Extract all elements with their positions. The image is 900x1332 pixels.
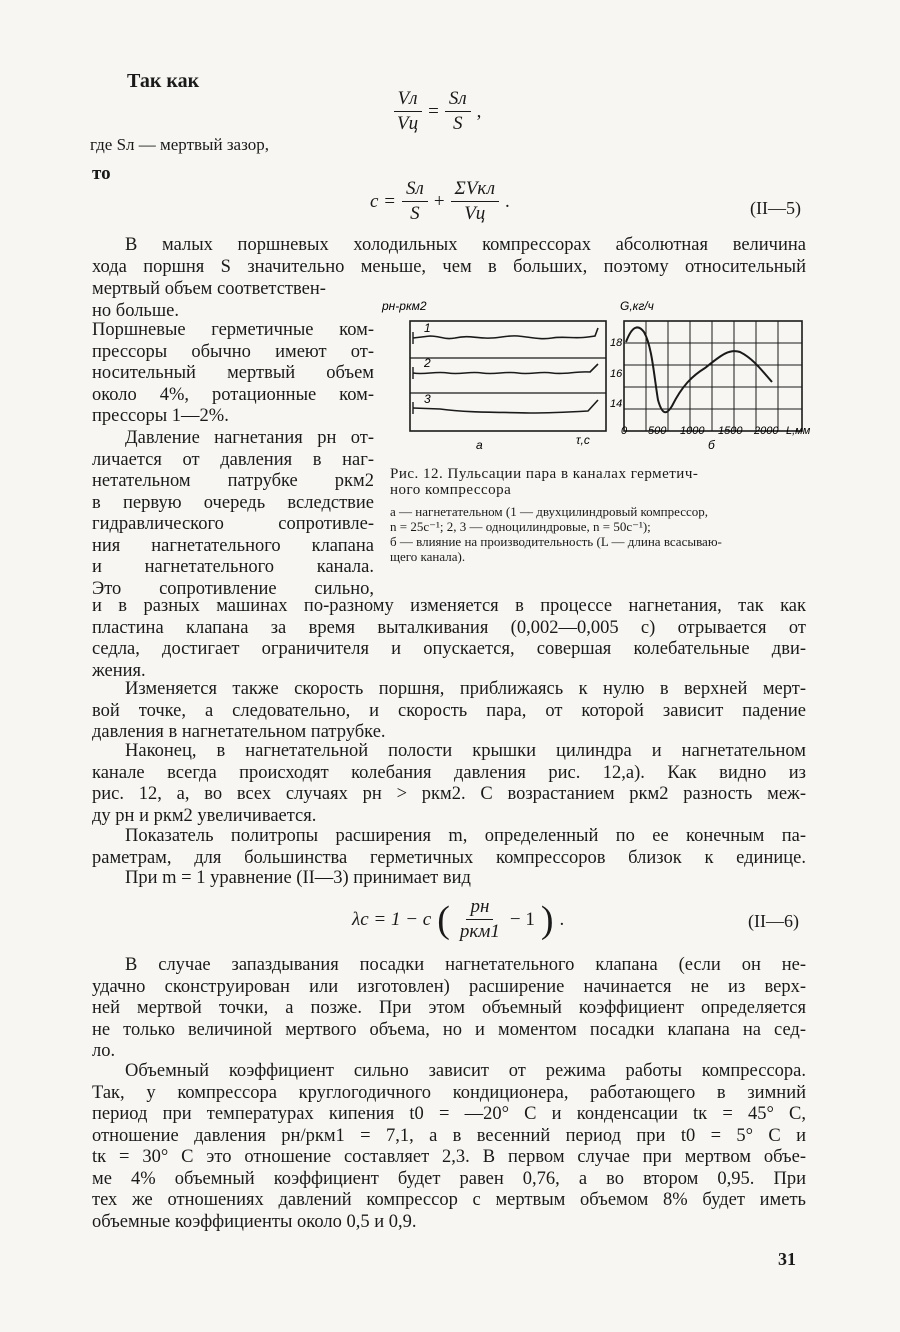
para10-line: период при температурах кипения t0 = —20° С и конденсации tк = 45° С, <box>92 1104 806 1124</box>
eq2-f1-num: Sл <box>402 178 428 202</box>
para3-line: Давление нагнетания pн от- <box>125 428 374 448</box>
eq2-f2-den: Vц <box>464 203 486 224</box>
para7-line: Показатель политропы расширения m, определенный по ее конечным па- <box>125 826 806 846</box>
para8: При m = 1 уравнение (II—3) принимает вид <box>125 868 471 888</box>
para6-line: рис. 12, а, во всех случаях pн > pкм2. С возрастанием pкм2 разность меж- <box>92 784 806 804</box>
para9-line: не только величиной мертвого объема, но и моментом посадки клапана на сед- <box>92 1019 806 1040</box>
para3-line: и нагнетательного канала. <box>92 557 374 577</box>
para5-line: вой точке, а следовательно, и скорость пара, от которой зависит падение <box>92 700 806 721</box>
para9-line: В случае запаздывания посадки нагнетательного клапана (если он не- <box>125 955 806 975</box>
para4-line: седла, достигает ограничителя и опускается, совершая колебательные дви- <box>92 639 806 659</box>
para10-line: отношение давления pн/pкм1 = 7,1, а в весенний период при t0 = 5° С и <box>92 1125 806 1146</box>
eq2-f2-num: ΣVкл <box>451 178 499 202</box>
xtick-500: 500 <box>648 425 667 437</box>
ytick-16: 16 <box>610 368 623 380</box>
eq3-num: pн <box>466 896 493 920</box>
xtick-1000: 1000 <box>680 425 705 437</box>
caption-line-1: а — нагнетательном (1 — двухцилиндровый компрессор, <box>390 504 709 519</box>
para2-line: прессоры 1—2%. <box>92 406 229 426</box>
para2-line: прессоры обычно имеют от- <box>92 341 374 362</box>
equation-3: λc = 1 − c ( $\frac{pн}{\text{pкм1}}$ − 1 ) . <box>352 896 565 942</box>
equation-1: $\frac{Vл}{Vц}$ = $\frac{Sл}{S}$ , <box>393 88 481 135</box>
para7-line: раметрам, для большинства герметичных компрессоров близок к единице. <box>92 847 806 868</box>
eq2-tail: . <box>504 190 510 212</box>
to-word: то <box>92 163 111 184</box>
eq1-tail: , <box>476 100 482 122</box>
para2 <box>92 320 374 428</box>
equation-2 <box>370 178 510 225</box>
curve-label-3: 3 <box>424 392 431 406</box>
para5-line: давления в нагнетательном патрубке. <box>92 722 386 742</box>
eq2-plus: + <box>433 190 445 212</box>
para3-line: личается от давления в наг- <box>92 449 374 470</box>
para6-line: канале всегда происходят колебания давления рис. 12,а). Как видно из <box>92 762 806 783</box>
left-ylabel: pн-pкм2 <box>382 299 427 313</box>
sub-label-a: а <box>476 438 483 452</box>
curve-label-1: 1 <box>424 321 431 335</box>
curve-3 <box>413 400 598 413</box>
xunit: L,мм <box>786 425 811 437</box>
eq3-number: (II—6) <box>748 911 799 931</box>
figure-12 <box>380 296 820 454</box>
intro-text: Так как <box>127 70 200 92</box>
caption-title-1: Рис. 12. Пульсации пара в каналах герметич- <box>390 466 699 482</box>
eq1-lhs-den: Vц <box>397 113 419 134</box>
para1-line1: В малых поршневых холодильных компрессорах абсолютная величина <box>125 235 806 255</box>
ytick-18: 18 <box>610 337 623 349</box>
para10-line: тех же отношениях давлений компрессор с мертвым объемом 8% будет иметь <box>92 1190 806 1210</box>
para3-line: нетательном патрубке pкм2 <box>92 471 374 491</box>
para3 <box>92 428 374 600</box>
capacity-curve <box>626 327 772 412</box>
para3-line: в первую очередь вследствие <box>92 492 374 513</box>
xtick-2000: 2000 <box>754 425 779 437</box>
para2-line: носительный мертвый объем <box>92 363 374 383</box>
eq2-lhs: c = <box>370 190 397 212</box>
caption-title-2: ного компрессора <box>390 482 512 498</box>
xtick-0: 0 <box>621 425 628 437</box>
eq2-number: (II—5) <box>750 198 801 218</box>
right-grid <box>624 321 802 431</box>
caption-line-2: n = 25c⁻¹; 2, 3 — одноцилиндровые, n = 50c⁻¹); <box>390 519 651 534</box>
para3-line: ния нагнетательного клапана <box>92 535 374 556</box>
eq3-lhs: λc = 1 − c <box>352 908 432 930</box>
eq3-den: pкм1 <box>459 921 500 942</box>
eq2-f1-den: S <box>410 203 420 224</box>
para4 <box>92 596 806 682</box>
para3-line: гидравлического сопротивле- <box>92 514 374 534</box>
para5-line: Изменяется также скорость поршня, приближаясь к нулю в верхней мерт- <box>125 679 806 699</box>
xtick-1500: 1500 <box>718 425 743 437</box>
para4-line: и в разных машинах по-разному изменяется в процессе нагнетания, так как <box>92 596 806 616</box>
curve-2 <box>413 364 598 374</box>
para6 <box>92 741 806 827</box>
para10-line: tк = 30° С это отношение составляет 2,3. В первом случае при мертвом объе- <box>92 1147 806 1167</box>
para2-line: Поршневые герметичные ком- <box>92 320 374 340</box>
para1-line2: хода поршня S значительно меньше, чем в больших, поэтому относительный <box>92 257 806 277</box>
curve-label-2: 2 <box>424 356 431 370</box>
para9-line: ло. <box>92 1041 116 1061</box>
eq1-rhs-den: S <box>452 113 463 134</box>
para1-line4: но больше. <box>92 301 179 321</box>
figure-caption <box>390 466 722 564</box>
para5 <box>92 679 806 744</box>
para10-line: Так, у компрессора круглогодичного кондиционера, работающего в зимний <box>92 1082 806 1103</box>
caption-line-3: б — влияние на производительность (L — длина всасываю- <box>390 534 722 549</box>
para1-line3: мертвый объем соответствен- <box>92 279 326 299</box>
para4-line: жения. <box>92 660 146 681</box>
eq3-tail: . <box>559 908 565 930</box>
right-ylabel: G,кг/ч <box>620 299 654 313</box>
para9-line: удачно сконструирован или изготовлен) расширение начинается не из верх- <box>92 976 806 997</box>
para9 <box>92 955 806 1063</box>
para9-line: ней мертвой точки, а позже. При этом объемный коэффициент определяется <box>92 998 806 1018</box>
para7 <box>92 826 806 869</box>
ytick-14: 14 <box>610 398 623 410</box>
para10 <box>92 1061 806 1233</box>
eq3-minus-one: − 1 <box>509 908 535 930</box>
page-number: 31 <box>778 1249 796 1269</box>
eq1-rhs-num: Sл <box>445 88 471 112</box>
para6-line: Наконец, в нагнетательной полости крышки цилиндра и нагнетательном <box>125 741 806 761</box>
para6-line: ду pн и pкм2 увеличивается. <box>92 805 317 826</box>
eq1-lhs-num: Vл <box>394 88 422 112</box>
caption-line-4: щего канала). <box>390 549 466 564</box>
curve-1 <box>413 328 598 339</box>
left-xlabel: τ,c <box>576 433 590 447</box>
sub-label-b: б <box>708 438 715 452</box>
para3-line: Это сопротивление сильно, <box>92 578 374 599</box>
para10-line: Объемный коэффициент сильно зависит от режима работы компрессора. <box>125 1061 806 1081</box>
where-line: где Sл — мертвый зазор, <box>90 135 269 154</box>
para10-line: объемные коэффициенты около 0,5 и 0,9. <box>92 1211 417 1232</box>
para10-line: ме 4% объемный коэффициент будет равен 0,76, а во втором 0,95. При <box>92 1168 806 1189</box>
para4-line: пластина клапана за время выталкивания (0,002—0,005 с) отрывается от <box>92 617 806 638</box>
para2-line: около 4%, ротационные ком- <box>92 384 374 405</box>
